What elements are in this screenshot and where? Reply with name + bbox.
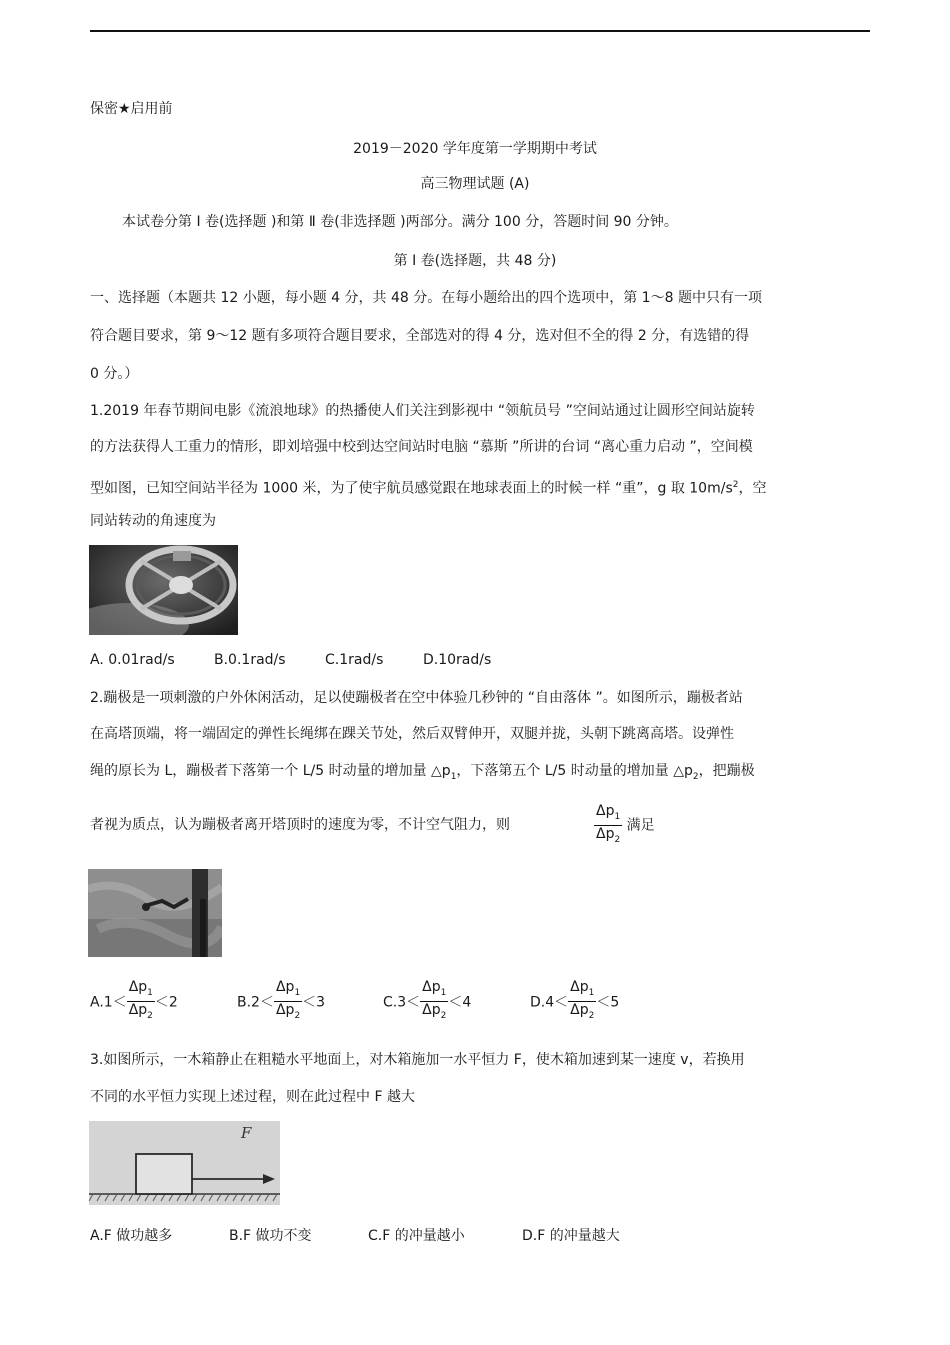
q1-option-c[interactable]: C.1rad/s <box>325 652 384 668</box>
q3-option-b[interactable]: B.F 做功不变 <box>229 1228 312 1244</box>
force-label: F <box>241 1124 252 1142</box>
q3-option-d[interactable]: D.F 的冲量越大 <box>522 1228 620 1244</box>
q2-line4: 者视为质点，认为蹦极者离开塔顶时的速度为零，不计空气阻力，则 <box>90 817 510 833</box>
q3-line2: 不同的水平恒力实现上述过程，则在此过程中 F 越大 <box>90 1089 415 1105</box>
exam-intro: 本试卷分第 Ⅰ 卷(选择题 )和第 Ⅱ 卷(非选择题 )两部分。满分 100 分，答题时间 90 分钟。 <box>122 214 678 230</box>
q2-option-c[interactable]: C.3＜ $\frac{\Delta p_1}{\Delta p_2}$ ＜4 <box>383 979 472 1021</box>
q2-option-d[interactable]: D.4＜ $\frac{\Delta p_1}{\Delta p_2}$ ＜5 <box>530 979 620 1021</box>
q2-line1: 2.蹦极是一项刺激的户外休闲活动，足以使蹦极者在空中体验几秒钟的 “自由落体 ”。如图所示，蹦极者站 <box>90 690 743 706</box>
q1-option-b[interactable]: B.0.1rad/s <box>214 652 286 668</box>
q2-line2: 在高塔顶端，将一端固定的弹性长绳绑在踝关节处，然后双臂伸开，双腿并拢，头朝下跳离高塔。设弹性 <box>90 726 734 742</box>
section1-line3: 0 分。） <box>90 366 139 382</box>
q3-line1: 3.如图所示，一木箱静止在粗糙水平地面上，对木箱施加一水平恒力 F，使木箱加速到某一速度 v，若换用 <box>90 1052 745 1068</box>
q1-line1: 1.2019 年春节期间电影《流浪地球》的热播使人们关注到影视中 “领航员号 ”空间站通过让圆形空间站旋转 <box>90 403 755 419</box>
q1-line4: 同站转动的角速度为 <box>90 513 216 529</box>
q3-option-c[interactable]: C.F 的冲量越小 <box>368 1228 465 1244</box>
q3-option-a[interactable]: A.F 做功越多 <box>90 1228 173 1244</box>
q1-option-d[interactable]: D.10rad/s <box>423 652 492 668</box>
space-station-photo <box>89 545 238 635</box>
part1-title: 第 Ⅰ 卷(选择题，共 48 分) <box>393 253 557 269</box>
q1-line2: 的方法获得人工重力的情形，即刘培强中校到达空间站时电脑 “慕斯 ”所讲的台词 “离心重力启动 ”，空间模 <box>90 439 753 455</box>
secret-label: 保密★启用前 <box>90 101 173 117</box>
q2-options <box>90 979 690 1025</box>
subject-title: 高三物理试题 (A) <box>420 176 530 192</box>
q1-line3: 型如图，已知空间站半径为 1000 米，为了使宇航员感觉跟在地球表面上的时候一样 “重”，g 取 $10m/s^2$，空 <box>90 480 767 497</box>
box-force-diagram <box>89 1121 280 1205</box>
q1-option-a[interactable]: A. 0.01rad/s <box>90 652 175 668</box>
q3-options <box>90 1225 690 1245</box>
section1-line1: 一、选择题（本题共 12 小题，每小题 4 分，共 48 分。在每小题给出的四个选项中，第 1～8 题中只有一项 <box>90 290 762 306</box>
q2-line3: 绳的原长为 L，蹦极者下落第一个 L/5 时动量的增加量 $\triangle p_1$，下落第五个 L/5 时动量的增加量 $\triangle p_2$，把蹦极 <box>90 763 755 782</box>
top-rule <box>90 30 870 32</box>
bungee-photo <box>88 869 222 957</box>
section1-line2: 符合题目要求，第 9～12 题有多项符合题目要求，全部选对的得 4 分，选对但不全的得 2 分，有选错的得 <box>90 328 750 344</box>
q1-options <box>90 652 590 672</box>
q2-option-a[interactable]: A.1＜ $\frac{\Delta p_1}{\Delta p_2}$ ＜2 <box>90 979 178 1021</box>
q2-option-b[interactable]: B.2＜ $\frac{\Delta p_1}{\Delta p_2}$ ＜3 <box>237 979 326 1021</box>
q2-ratio-fraction: $\frac{\Delta p_1}{\Delta p_2}$ 满足 <box>596 803 655 845</box>
exam-title: 2019－2020 学年度第一学期期中考试 <box>353 141 597 157</box>
